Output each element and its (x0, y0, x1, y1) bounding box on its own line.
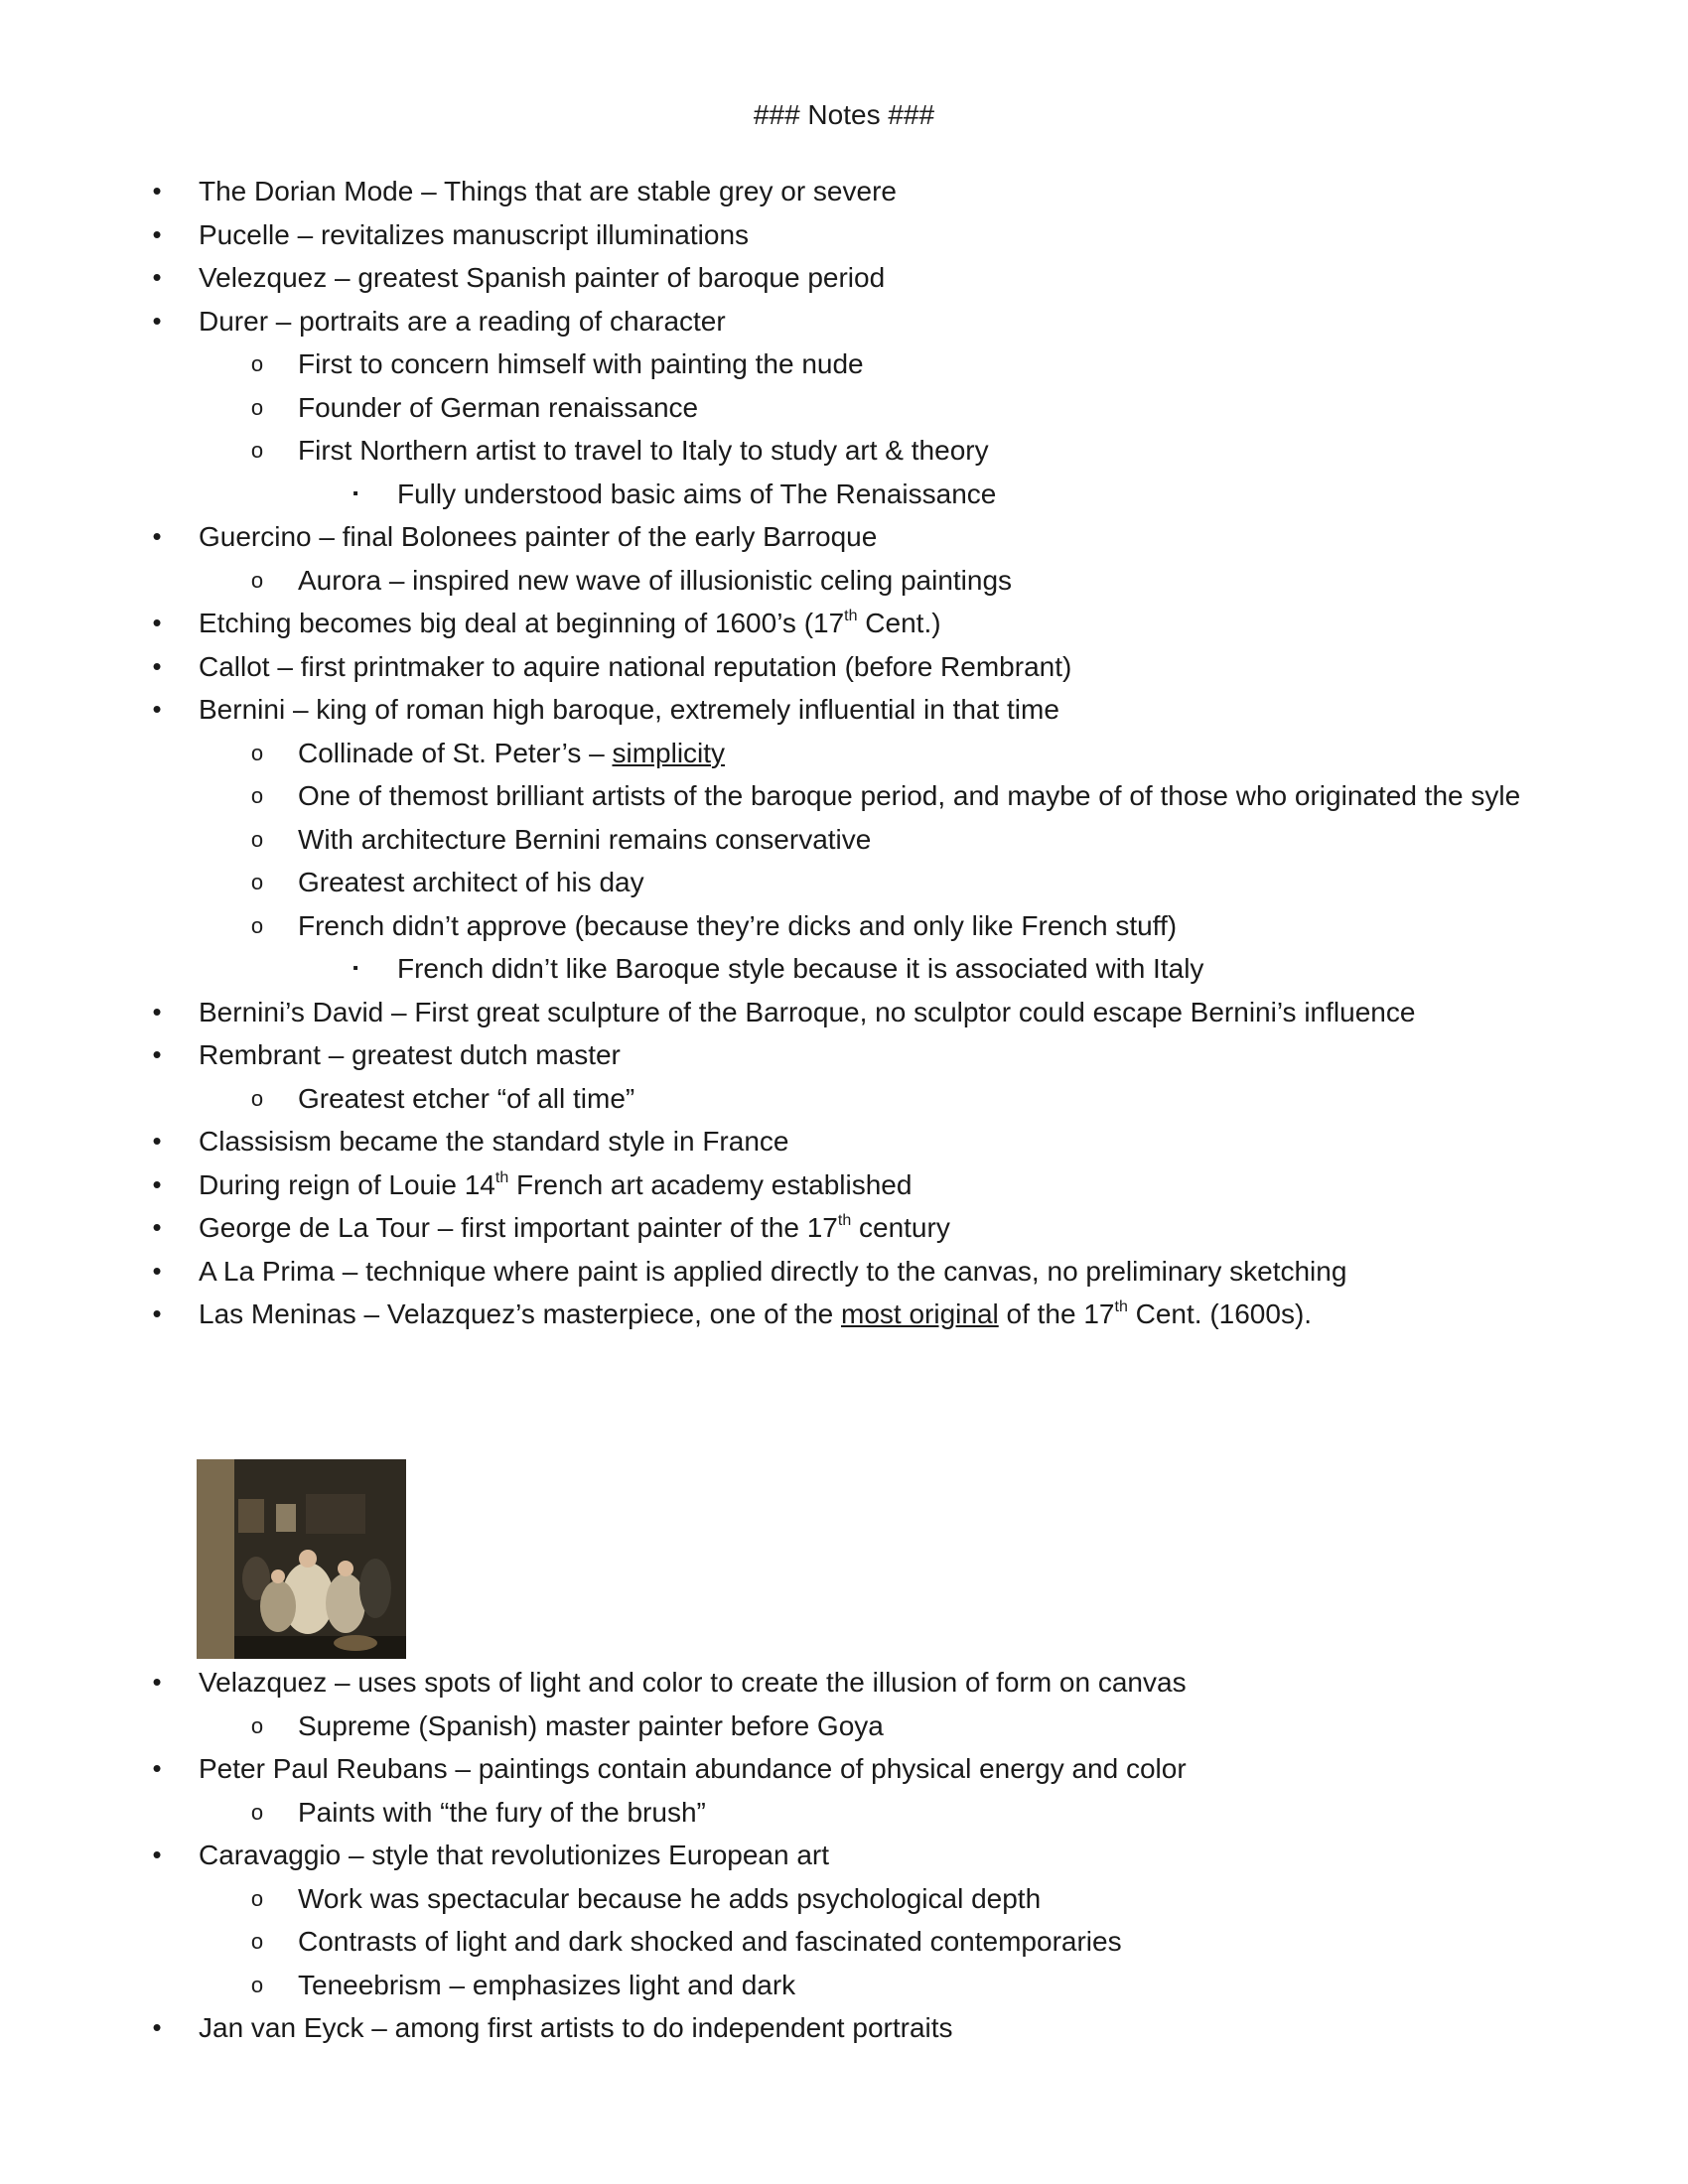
list-subitem (0, 861, 1688, 904)
bullet-marker: • (152, 1298, 162, 1328)
list-item-text: Paints with “the fury of the brush” (298, 1796, 706, 1828)
list-item-text: Callot – first printmaker to aquire national reputation (before Rembrant) (199, 650, 1072, 682)
bullet-marker: • (152, 2012, 162, 2042)
list-item-text: Fully understood basic aims of The Renaissance (397, 478, 997, 509)
list-subsubitem (0, 473, 1688, 516)
list-item (0, 1033, 1688, 1077)
bullet-marker: • (152, 521, 162, 551)
list-item-text: Founder of German renaissance (298, 391, 699, 423)
list-item (0, 170, 1688, 213)
list-item-text: Velazquez – uses spots of light and color to create the illusion of form on canvas (199, 1667, 1187, 1698)
list-item (0, 688, 1688, 732)
list-item-text: Greatest architect of his day (298, 867, 644, 897)
circle-marker: o (250, 740, 264, 765)
bullet-marker: • (152, 1840, 162, 1869)
list-item-text: Classisism became the standard style in France (199, 1126, 789, 1157)
square-marker: ▪ (352, 484, 358, 502)
list-item-text: A La Prima – technique where paint is applied directly to the canvas, no preliminary sketching (199, 1255, 1347, 1287)
circle-marker: o (250, 1085, 264, 1111)
list-item (0, 1250, 1688, 1294)
list-subitem (0, 429, 1688, 473)
list-subitem (0, 1705, 1688, 1748)
list-item (0, 1163, 1688, 1207)
list-item (0, 1206, 1688, 1250)
bullet-marker: • (152, 1667, 162, 1697)
las-meninas-image (197, 1459, 406, 1659)
square-marker: ▪ (352, 960, 358, 977)
list-item (0, 645, 1688, 689)
painting-graphic (197, 1459, 406, 1659)
list-item-text: Supreme (Spanish) master painter before Goya (298, 1709, 884, 1741)
circle-marker: o (250, 1799, 264, 1825)
list-item-text: Las Meninas – Velazquez’s masterpiece, one of the most original of the 17th Cent. (1600s). (199, 1298, 1313, 1329)
list-item (0, 1661, 1688, 1705)
list-subitem (0, 1964, 1688, 2007)
circle-marker: o (250, 1712, 264, 1738)
list-item-text: Rembrant – greatest dutch master (199, 1039, 621, 1070)
list-item-text: First Northern artist to travel to Italy to study art & theory (298, 435, 989, 466)
list-item-text: Aurora – inspired new wave of illusionistic celing paintings (298, 564, 1013, 596)
circle-marker: o (250, 783, 264, 808)
list-item (0, 213, 1688, 257)
list-item-text: Velezquez – greatest Spanish painter of baroque period (199, 262, 886, 293)
list-item-text: Peter Paul Reubans – paintings contain abundance of physical energy and color (199, 1753, 1187, 1784)
list-item-text: French didn’t like Baroque style because it is associated with Italy (397, 953, 1204, 984)
circle-marker: o (250, 870, 264, 894)
list-item (0, 1120, 1688, 1163)
circle-marker: o (250, 912, 264, 938)
list-item-text: Teneebrism – emphasizes light and dark (298, 1969, 796, 2000)
list-subitem (0, 342, 1688, 386)
list-item (0, 991, 1688, 1034)
list-item-text: George de La Tour – first important painter of the 17th century (199, 1212, 950, 1243)
list-item-text: One of themost brilliant artists of the baroque period, and maybe of of those who originated the syle (298, 780, 1521, 811)
bullet-marker: • (152, 305, 162, 336)
list-subitem (0, 774, 1688, 818)
circle-marker: o (250, 394, 264, 420)
bullet-marker: • (152, 996, 162, 1026)
list-item-text: Guercino – final Bolonees painter of the early Barroque (199, 521, 878, 552)
list-item-text: French didn’t approve (because they’re dicks and only like French stuff) (298, 909, 1178, 941)
list-subitem (0, 1877, 1688, 1921)
list-item-text: Collinade of St. Peter’s – simplicity (298, 737, 726, 768)
list-item-text: Bernini – king of roman high baroque, extremely influential in that time (199, 694, 1059, 725)
bullet-marker: • (152, 1039, 162, 1069)
list-item (0, 256, 1688, 300)
bullet-marker: • (152, 650, 162, 681)
list-item-text: Pucelle – revitalizes manuscript illuminations (199, 218, 750, 250)
circle-marker: o (250, 438, 264, 463)
bullet-marker: • (152, 262, 162, 292)
list-subitem (0, 904, 1688, 948)
list-subitem (0, 732, 1688, 775)
list-subitem (0, 1077, 1688, 1121)
list-item-text: Etching becomes big deal at beginning of 1600’s (17th Cent.) (199, 608, 941, 638)
list-item (0, 2006, 1688, 2050)
bullet-marker: • (152, 176, 162, 205)
bullet-marker: • (152, 608, 162, 637)
bullet-marker: • (152, 1255, 162, 1286)
list-item-text: During reign of Louie 14th French art academy established (199, 1168, 913, 1200)
list-item (0, 602, 1688, 645)
circle-marker: o (250, 1885, 264, 1911)
bullet-marker: • (152, 1753, 162, 1783)
circle-marker: o (250, 1929, 264, 1954)
notes-list-top (0, 170, 1688, 1336)
list-item-text: Contrasts of light and dark shocked and fascinated contemporaries (298, 1926, 1122, 1957)
list-item-text: Caravaggio – style that revolutionizes European art (199, 1840, 830, 1870)
page-title: ### Notes ### (753, 99, 935, 130)
list-item-text: Greatest etcher “of all time” (298, 1082, 635, 1114)
list-item (0, 1747, 1688, 1791)
list-item-text: First to concern himself with painting the nude (298, 348, 864, 379)
list-subitem (0, 386, 1688, 430)
bullet-marker: • (152, 218, 162, 249)
bullet-marker: • (152, 694, 162, 724)
list-item-text: Bernini’s David – First great sculpture of the Barroque, no sculptor could escape Bernini’s influence (199, 996, 1416, 1027)
circle-marker: o (250, 826, 264, 852)
bullet-marker: • (152, 1212, 162, 1242)
bullet-marker: • (152, 1168, 162, 1199)
bullet-marker: • (152, 1126, 162, 1156)
list-item (0, 1293, 1688, 1336)
list-item (0, 1834, 1688, 1877)
list-subitem (0, 1791, 1688, 1835)
list-item (0, 300, 1688, 343)
circle-marker: o (250, 567, 264, 593)
list-subitem (0, 1920, 1688, 1964)
list-item-text: The Dorian Mode – Things that are stable grey or severe (199, 176, 897, 206)
circle-marker: o (250, 351, 264, 376)
list-item-text: Jan van Eyck – among first artists to do independent portraits (199, 2012, 953, 2043)
list-subitem (0, 818, 1688, 862)
list-subsubitem (0, 947, 1688, 991)
notes-list-bottom (0, 1661, 1688, 2050)
list-subitem (0, 559, 1688, 603)
circle-marker: o (250, 1972, 264, 1997)
list-item-text: Durer – portraits are a reading of character (199, 305, 726, 337)
list-item-text: With architecture Bernini remains conservative (298, 823, 872, 855)
list-item-text: Work was spectacular because he adds psychological depth (298, 1882, 1042, 1914)
list-item (0, 515, 1688, 559)
